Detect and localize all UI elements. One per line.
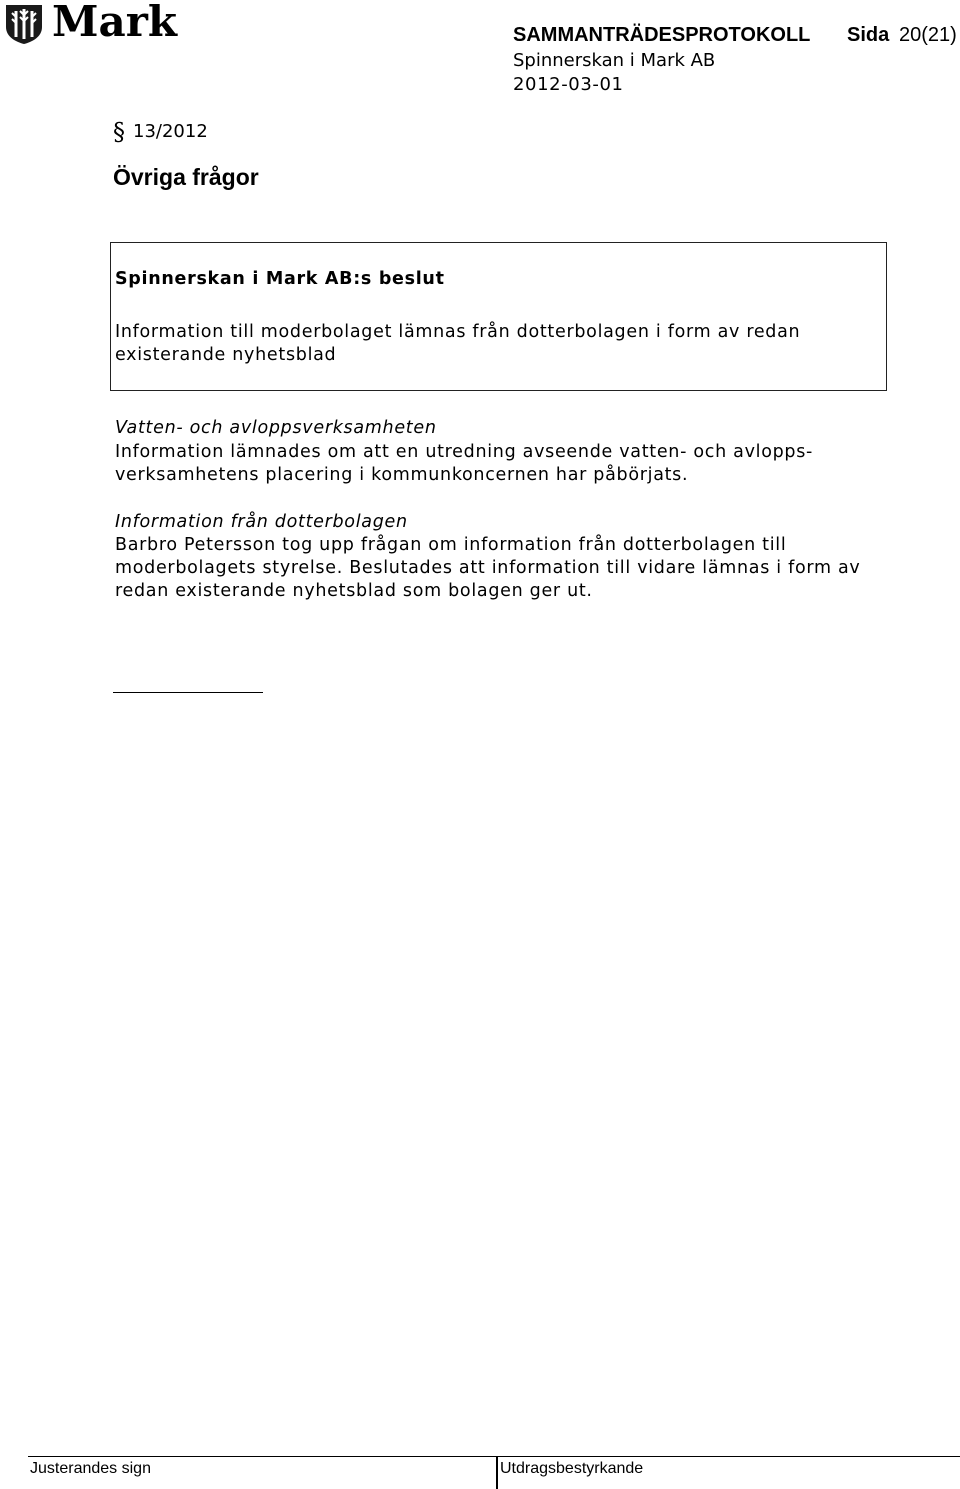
section-heading: Information från dotterbolagen bbox=[115, 512, 408, 532]
meeting-date: 2012-03-01 bbox=[513, 74, 624, 95]
company-name: Spinnerskan i Mark AB bbox=[513, 50, 716, 71]
section-text-line: redan existerande nyhetsblad som bolagen ger ut. bbox=[115, 581, 593, 601]
page-title: Övriga frågor bbox=[113, 164, 259, 190]
footer-rule bbox=[28, 1456, 496, 1457]
section-heading: Vatten- och avloppsverksamheten bbox=[115, 418, 437, 438]
section-text-line: Information lämnades om att en utredning avseende vatten- och avlopps- bbox=[115, 442, 814, 462]
logo-wordmark: Mark bbox=[52, 0, 177, 46]
page-label: Sida bbox=[847, 24, 890, 46]
section-text-line: Barbro Petersson tog upp frågan om information från dotterbolagen till bbox=[115, 535, 787, 555]
footer-divider bbox=[496, 1456, 498, 1489]
section-text-line: moderbolagets styrelse. Beslutades att information till vidare lämnas i form av bbox=[115, 558, 861, 578]
page-number: 20(21) bbox=[899, 24, 957, 46]
decision-title: Spinnerskan i Mark AB:s beslut bbox=[115, 269, 445, 289]
decision-text-line: Information till moderbolaget lämnas från dotterbolagen i form av redan bbox=[115, 322, 801, 342]
footer-signature-label: Justerandes sign bbox=[30, 1460, 151, 1477]
decision-text-line: existerande nyhetsblad bbox=[115, 345, 337, 365]
mark-shield-icon bbox=[4, 3, 44, 45]
case-number: 13/2012 bbox=[133, 121, 208, 142]
separator-line bbox=[113, 692, 263, 693]
footer-rule bbox=[498, 1456, 960, 1457]
footer-certification-label: Utdragsbestyrkande bbox=[500, 1460, 644, 1477]
document-type: SAMMANTRÄDESPROTOKOLL bbox=[513, 24, 811, 46]
decision-box bbox=[110, 242, 887, 391]
paragraph-symbol: § bbox=[113, 118, 125, 146]
section-text-line: verksamhetens placering i kommunkoncernen har påbörjats. bbox=[115, 465, 689, 485]
